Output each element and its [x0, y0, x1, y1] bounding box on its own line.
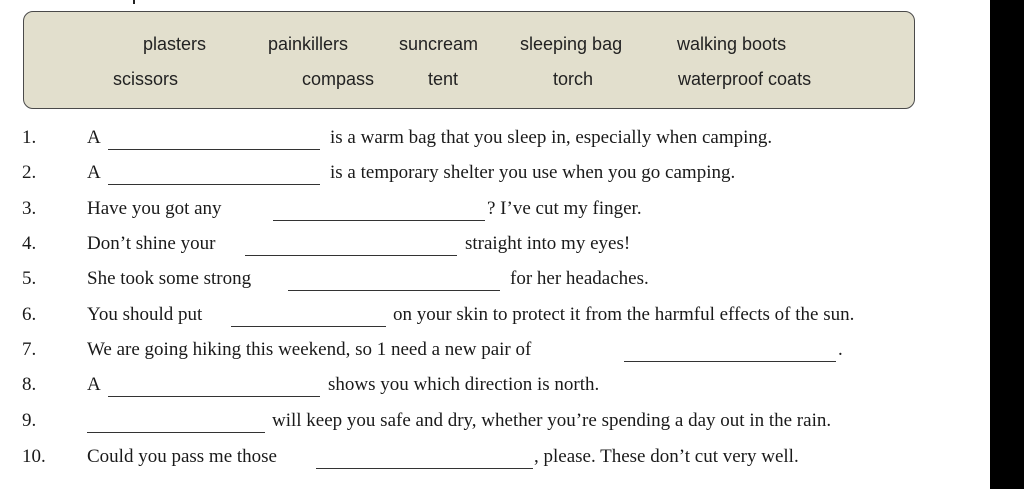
- answer-blank[interactable]: [245, 255, 457, 256]
- question-number: 9.: [22, 410, 37, 431]
- top-edge-mark: [133, 0, 135, 4]
- answer-blank[interactable]: [108, 149, 320, 150]
- answer-blank[interactable]: [87, 432, 265, 433]
- question-number: 8.: [22, 374, 37, 395]
- word-bank-box: [23, 11, 915, 109]
- question-text-before: She took some strong: [87, 268, 252, 289]
- question-text-before: Have you got any: [87, 198, 222, 219]
- question-text-after: will keep you safe and dry, whether you’re spending a day out in the rain.: [272, 410, 832, 431]
- question-text-before: We are going hiking this weekend, so 1 need a new pair of: [87, 339, 532, 360]
- question-text-after: is a warm bag that you sleep in, especially when camping.: [330, 127, 773, 148]
- question-number: 7.: [22, 339, 37, 360]
- answer-blank[interactable]: [624, 361, 836, 362]
- question-text-after: ? I’ve cut my finger.: [487, 198, 642, 219]
- word-bank-item: waterproof coats: [678, 69, 812, 89]
- question-number: 5.: [22, 268, 37, 289]
- question-number: 1.: [22, 127, 37, 148]
- answer-blank[interactable]: [231, 326, 386, 327]
- answer-blank[interactable]: [108, 396, 320, 397]
- answer-blank[interactable]: [273, 220, 485, 221]
- question-number: 3.: [22, 198, 37, 219]
- question-number: 6.: [22, 304, 37, 325]
- right-edge-bar: [990, 0, 1024, 489]
- question-text-before: A: [87, 127, 101, 148]
- question-text-before: Could you pass me those: [87, 446, 277, 467]
- question-text-before: You should put: [87, 304, 203, 325]
- question-number: 2.: [22, 162, 37, 183]
- word-bank-item: torch: [553, 69, 594, 89]
- question-text-before: Don’t shine your: [87, 233, 216, 254]
- word-bank-item: tent: [428, 69, 459, 89]
- word-bank-item: compass: [302, 69, 375, 89]
- word-bank-item: painkillers: [268, 34, 349, 54]
- question-text-after: for her headaches.: [510, 268, 649, 289]
- word-bank-item: walking boots: [677, 34, 787, 54]
- question-text-before: A: [87, 162, 101, 183]
- question-text-after: is a temporary shelter you use when you go camping.: [330, 162, 736, 183]
- question-text-before: A: [87, 374, 101, 395]
- question-text-after: on your skin to protect it from the harmful effects of the sun.: [393, 304, 855, 325]
- question-text-after: , please. These don’t cut very well.: [534, 446, 799, 467]
- answer-blank[interactable]: [288, 290, 500, 291]
- word-bank-item: plasters: [143, 34, 207, 54]
- word-bank-item: scissors: [113, 69, 179, 89]
- question-text-after: straight into my eyes!: [465, 233, 631, 254]
- answer-blank[interactable]: [316, 468, 533, 469]
- question-number: 4.: [22, 233, 37, 254]
- question-number: 10.: [22, 446, 46, 467]
- question-text-after: shows you which direction is north.: [328, 374, 600, 395]
- word-bank-item: sleeping bag: [520, 34, 623, 54]
- answer-blank[interactable]: [108, 184, 320, 185]
- word-bank-item: suncream: [399, 34, 479, 54]
- question-text-after: .: [838, 339, 843, 360]
